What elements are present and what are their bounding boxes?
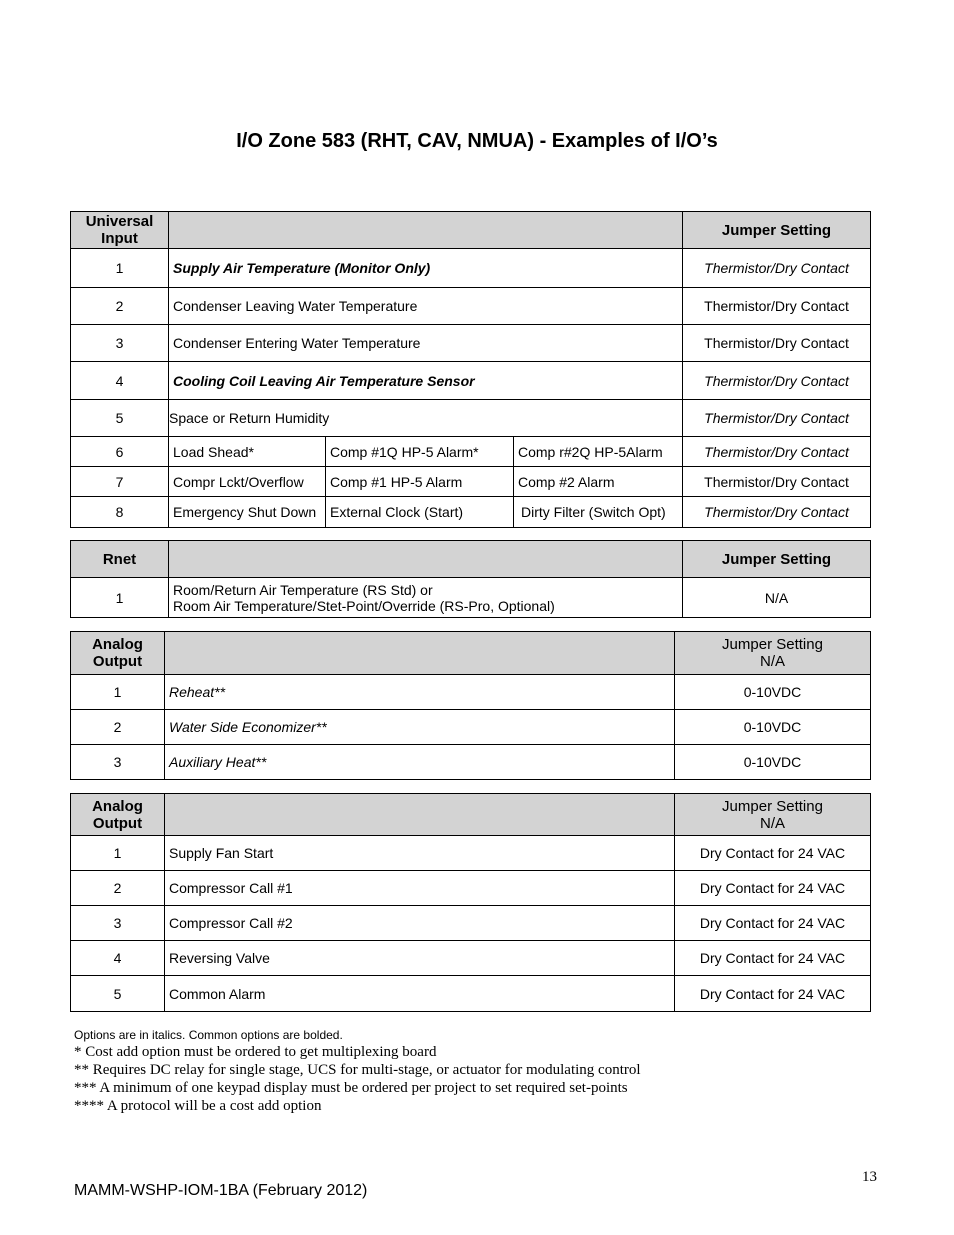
table-row (71, 437, 871, 467)
page-title: I/O Zone 583 (RHT, CAV, NMUA) - Examples of I/O’s (236, 130, 718, 152)
universal-input-header: Universal Input (71, 212, 169, 249)
header-blank (169, 541, 683, 578)
io-description (169, 578, 683, 618)
table-row (71, 249, 871, 288)
header-blank (169, 212, 683, 249)
row-number: 3 (71, 325, 169, 362)
io-description: Reheat** (165, 675, 675, 710)
io-description: Condenser Leaving Water Temperature (169, 288, 683, 325)
jumper-setting: 0-10VDC (675, 745, 871, 780)
analog-output-table (70, 793, 871, 1012)
io-description: Supply Air Temperature (Monitor Only) (169, 249, 683, 288)
universal-input-table (70, 211, 871, 528)
io-description: Auxiliary Heat** (165, 745, 675, 780)
jumper-setting: Thermistor/Dry Contact (683, 249, 871, 288)
table-row (71, 497, 871, 528)
table-row (71, 400, 871, 437)
io-cell: Dirty Filter (Switch Opt) (514, 497, 683, 528)
table-row (71, 941, 871, 976)
jumper-setting: 0-10VDC (675, 675, 871, 710)
row-number: 3 (71, 906, 165, 941)
io-cell: Load Shead* (169, 437, 326, 467)
row-number: 6 (71, 437, 169, 467)
io-cell: External Clock (Start) (326, 497, 514, 528)
row-number: 2 (71, 710, 165, 745)
rnet-table (70, 540, 871, 618)
row-number: 8 (71, 497, 169, 528)
options-note: Options are in italics. Common options are bolded. (74, 1028, 343, 1042)
io-description: Reversing Valve (165, 941, 675, 976)
jumper-setting: Dry Contact for 24 VAC (675, 976, 871, 1012)
table-row (71, 710, 871, 745)
jumper-setting: Thermistor/Dry Contact (683, 497, 871, 528)
footnotes (74, 1027, 874, 1115)
table-row (71, 578, 871, 618)
footnote: * Cost add option must be ordered to get multiplexing board (74, 1044, 437, 1060)
jumper-setting: Dry Contact for 24 VAC (675, 836, 871, 871)
analog-output-table (70, 631, 871, 780)
jumper-setting: Thermistor/Dry Contact (683, 467, 871, 497)
io-cell: Comp r#2Q HP-5Alarm (514, 437, 683, 467)
row-number: 7 (71, 467, 169, 497)
table-row (71, 871, 871, 906)
row-number: 1 (71, 249, 169, 288)
footnote: **** A protocol will be a cost add option (74, 1098, 322, 1114)
jumper-setting: Dry Contact for 24 VAC (675, 941, 871, 976)
io-description: Compressor Call #2 (165, 906, 675, 941)
table-row (71, 745, 871, 780)
table-row (71, 288, 871, 325)
jumper-setting-header (675, 794, 871, 836)
row-number: 1 (71, 675, 165, 710)
footnote: *** A minimum of one keypad display must be ordered per project to set required set-points (74, 1080, 628, 1096)
document-footer: MAMM-WSHP-IOM-1BA (February 2012) (74, 1182, 368, 1199)
table-row (71, 836, 871, 871)
table-row (71, 467, 871, 497)
jumper-setting: Dry Contact for 24 VAC (675, 906, 871, 941)
jumper-setting: Thermistor/Dry Contact (683, 325, 871, 362)
io-description: Compressor Call #1 (165, 871, 675, 906)
header-blank (165, 794, 675, 836)
io-cell: Compr Lckt/Overflow (169, 467, 326, 497)
row-number: 1 (71, 578, 169, 618)
row-number: 4 (71, 362, 169, 400)
header-blank (165, 632, 675, 675)
io-description: Common Alarm (165, 976, 675, 1012)
io-cell: Comp #1Q HP-5 Alarm* (326, 437, 514, 467)
row-number: 2 (71, 288, 169, 325)
table-row (71, 906, 871, 941)
io-description: Space or Return Humidity (169, 400, 683, 437)
table-row (71, 675, 871, 710)
jumper-setting: N/A (683, 578, 871, 618)
row-number: 4 (71, 941, 165, 976)
jumper-setting-header: Jumper Setting (683, 541, 871, 578)
io-description: Cooling Coil Leaving Air Temperature Sensor (169, 362, 683, 400)
io-cell: Comp #2 Alarm (514, 467, 683, 497)
row-number: 5 (71, 400, 169, 437)
row-number: 2 (71, 871, 165, 906)
io-description: Water Side Economizer** (165, 710, 675, 745)
row-number: 1 (71, 836, 165, 871)
jumper-header-line: N/A (759, 814, 785, 832)
jumper-header-line: Jumper Setting (722, 797, 823, 815)
footnote: ** Requires DC relay for single stage, UCS for multi-stage, or actuator for modulating control (74, 1062, 641, 1078)
io-description-line: Room Air Temperature/Stet-Point/Override (RS-Pro, Optional) (173, 597, 555, 614)
page-number: 13 (862, 1169, 877, 1185)
jumper-setting: 0-10VDC (675, 710, 871, 745)
jumper-header-line: Jumper Setting (722, 636, 823, 653)
table-row (71, 325, 871, 362)
row-number: 5 (71, 976, 165, 1012)
jumper-setting-header (675, 632, 871, 675)
io-cell: Comp #1 HP-5 Alarm (326, 467, 514, 497)
jumper-setting: Thermistor/Dry Contact (683, 362, 871, 400)
jumper-setting-header: Jumper Setting (683, 212, 871, 249)
rnet-header: Rnet (71, 541, 169, 578)
analog-output-header: Analog Output (71, 794, 165, 836)
jumper-setting: Thermistor/Dry Contact (683, 400, 871, 437)
io-description: Condenser Entering Water Temperature (169, 325, 683, 362)
analog-output-header: Analog Output (71, 632, 165, 675)
io-description: Supply Fan Start (165, 836, 675, 871)
io-description-line: Room/Return Air Temperature (RS Std) or (173, 581, 433, 598)
table-row (71, 362, 871, 400)
row-number: 3 (71, 745, 165, 780)
table-row (71, 976, 871, 1012)
io-cell: Emergency Shut Down (169, 497, 326, 528)
jumper-setting: Thermistor/Dry Contact (683, 437, 871, 467)
jumper-header-line: N/A (759, 653, 785, 670)
jumper-setting: Dry Contact for 24 VAC (675, 871, 871, 906)
jumper-setting: Thermistor/Dry Contact (683, 288, 871, 325)
